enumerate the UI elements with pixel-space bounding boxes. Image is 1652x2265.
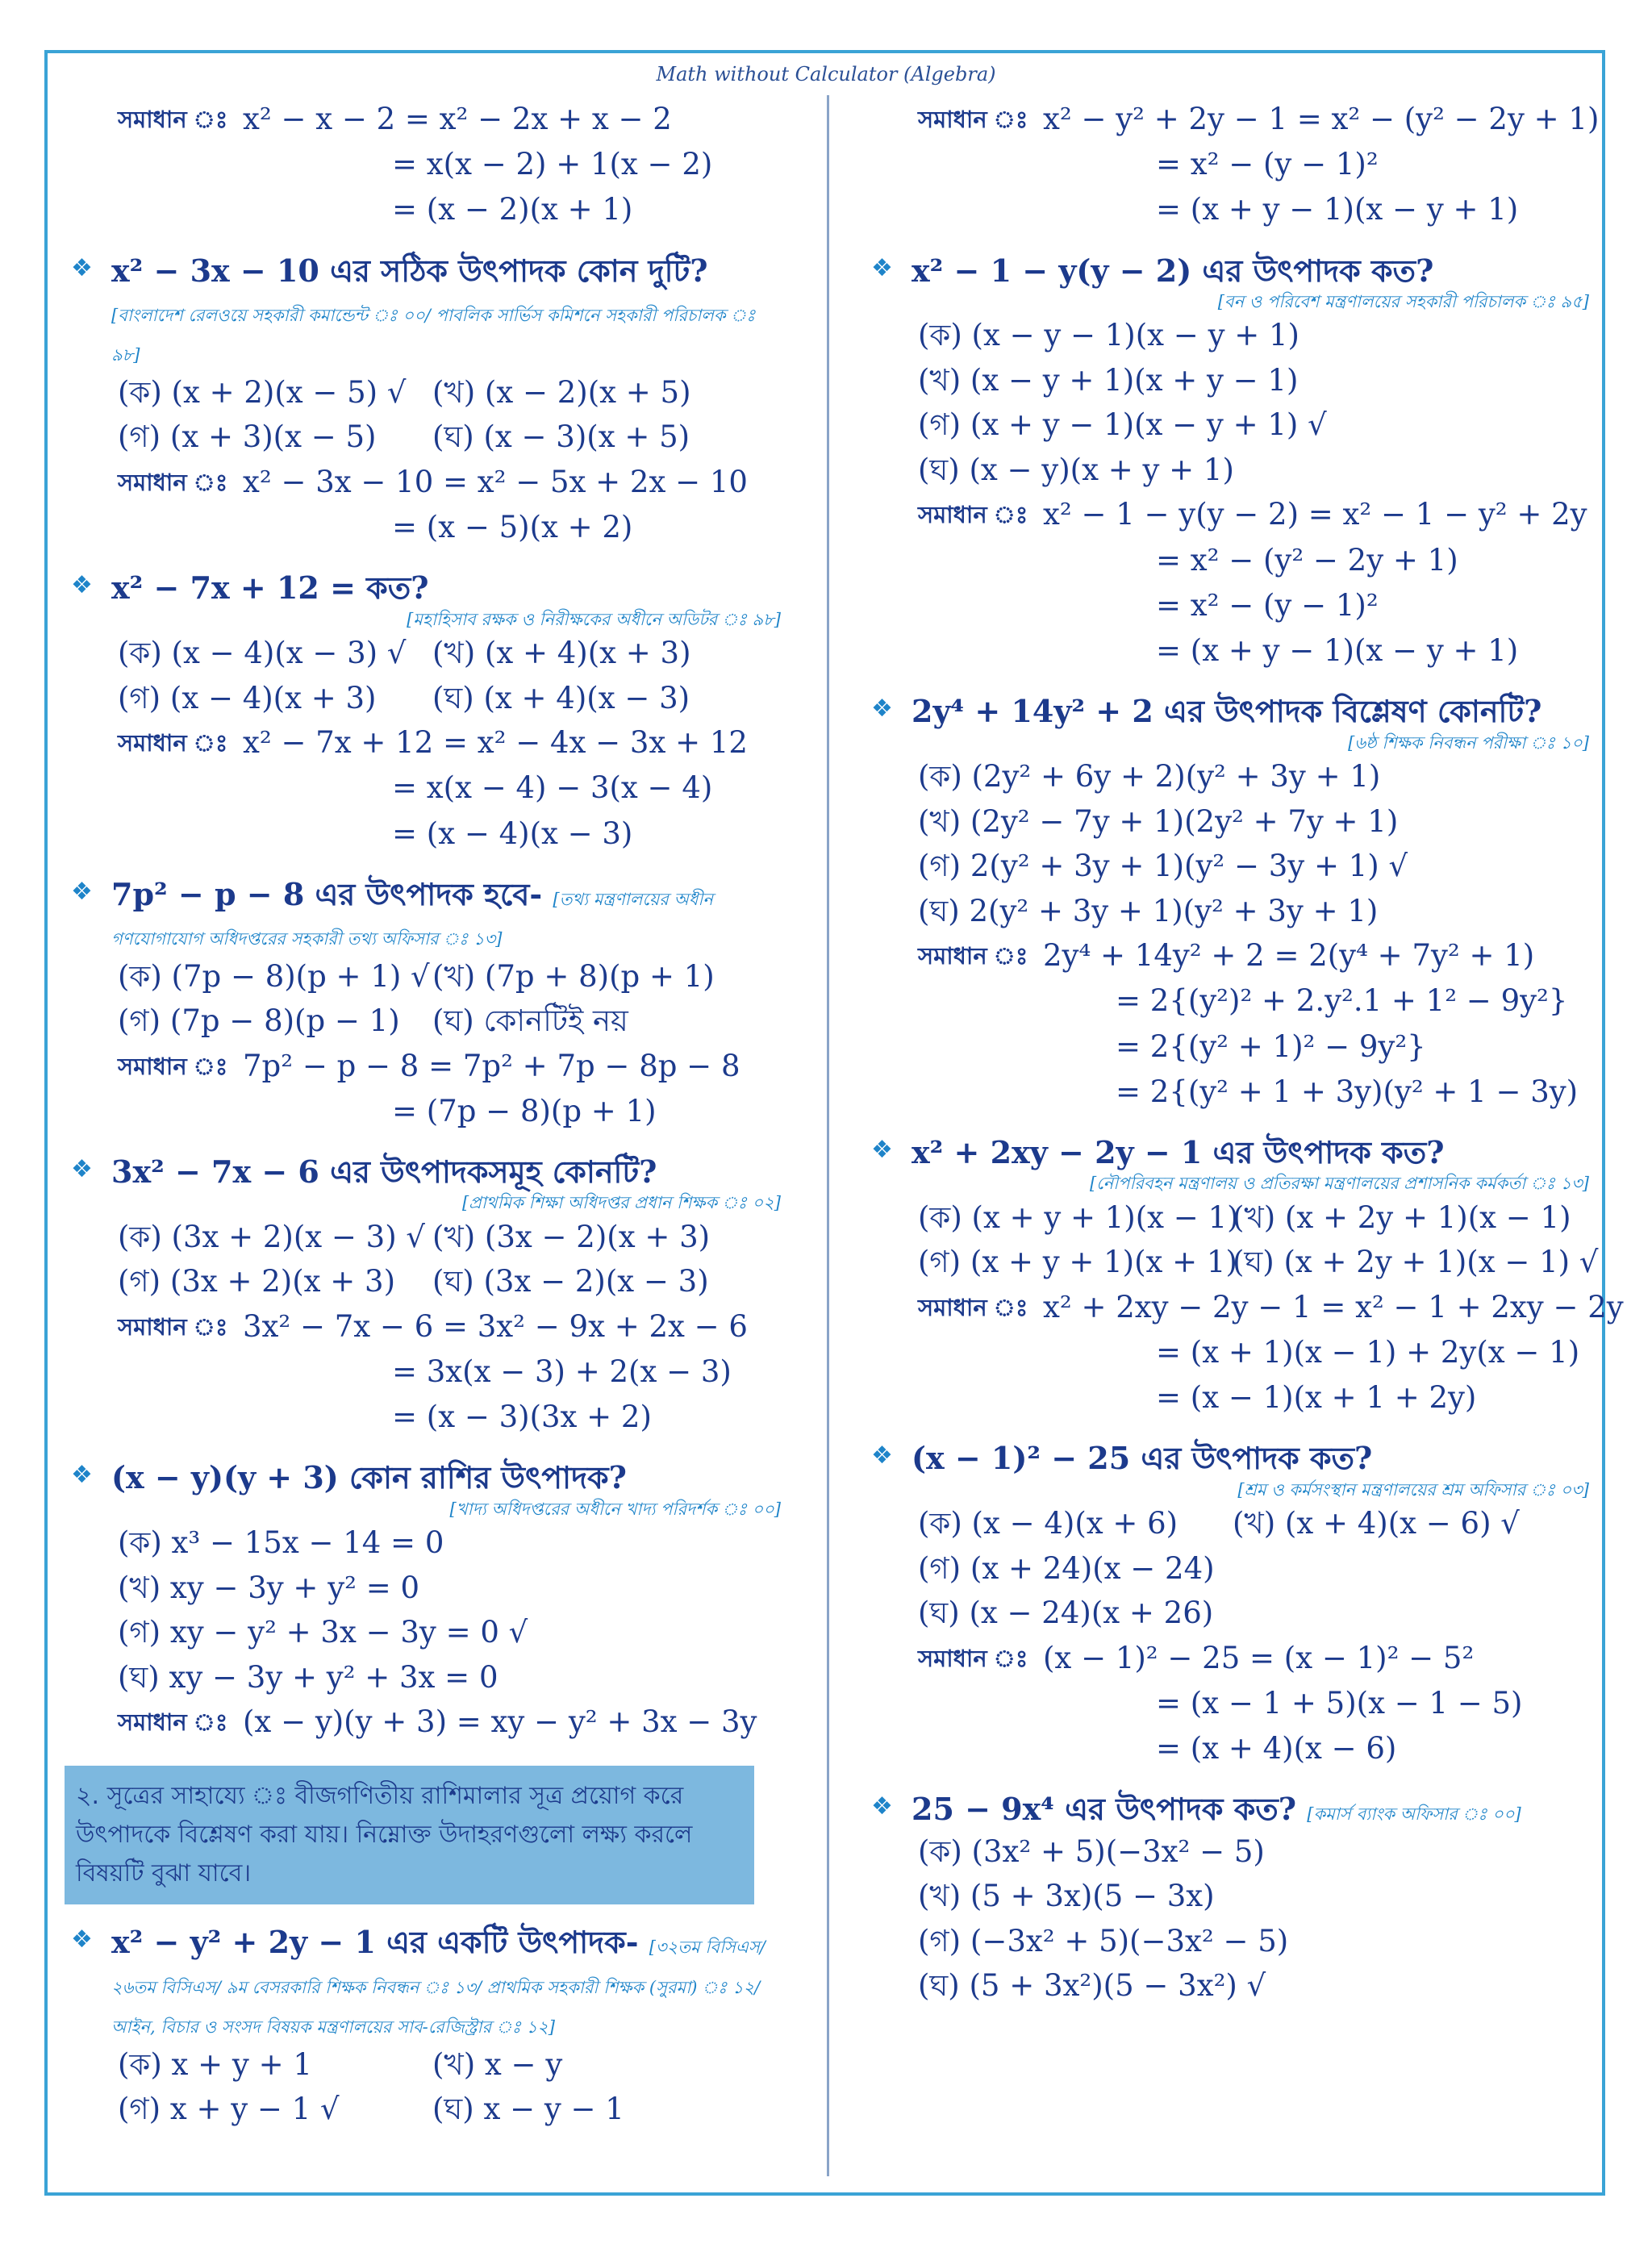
option: (ঘ) 2(y² + 3y + 1)(y² + 3y + 1)	[918, 893, 1379, 928]
option: (ঘ) (x − y)(x + y + 1)	[918, 452, 1234, 487]
option: (গ) (x − 4)(x + 3)	[118, 680, 377, 715]
solution-line: = (7p − 8)(p + 1)	[392, 1093, 657, 1128]
options-row	[71, 954, 781, 999]
solution-label: সমাধান ঃ	[918, 942, 1028, 970]
solution-line: = (x + y − 1)(x − y + 1)	[1156, 192, 1519, 227]
options-row	[71, 999, 781, 1044]
option: (খ) (7p + 8)(p + 1)	[432, 958, 715, 994]
running-header: Math without Calculator (Algebra)	[656, 63, 996, 86]
solution-block	[871, 97, 1600, 233]
solution-block	[71, 720, 781, 857]
option: (ঘ) (3x − 2)(x − 3)	[432, 1264, 709, 1299]
question-text: 3x² − 7x − 6 এর উৎপাদকসমূহ কোনটি?	[111, 1153, 657, 1191]
solution-line: = 2{(y² + 1)² − 9y²}	[1116, 1028, 1426, 1064]
solution-block	[71, 97, 781, 233]
question-source: [৬ষ্ঠ শিক্ষক নিবন্ধন পরীক্ষা ঃ ১০]	[1348, 732, 1589, 753]
diamond-bullet-icon: ❖	[71, 571, 93, 600]
diamond-bullet-icon: ❖	[871, 1136, 893, 1165]
solution-line: (x − y)(y + 3) = xy − y² + 3x − 3y	[243, 1704, 757, 1740]
solution-block	[871, 1285, 1624, 1421]
option: (ঘ) xy − 3y + y² + 3x = 0	[118, 1659, 499, 1695]
option: (গ) (x + 24)(x − 24)	[918, 1550, 1215, 1586]
diamond-bullet-icon: ❖	[71, 1925, 93, 1954]
question-source: [বাংলাদেশ রেলওয়ে সহকারী কমান্ডেন্ট ঃ ০০/ পাবলিক সার্ভিস কমিশনে সহকারী পরিচালক ঃ ৯৮]	[111, 306, 756, 365]
column-divider	[827, 95, 829, 2176]
question-item	[71, 1922, 781, 2042]
solution-line: x² − 3x − 10 = x² − 5x + 2x − 10	[243, 464, 748, 499]
solution-line: 2y⁴ + 14y² + 2 = 2(y⁴ + 7y² + 1)	[1043, 938, 1535, 974]
solution-line: = 3x(x − 3) + 2(x − 3)	[392, 1354, 732, 1389]
option: (গ) xy − y² + 3x − 3y = 0 √	[118, 1615, 528, 1650]
options-row	[71, 1259, 781, 1304]
options-row	[71, 631, 781, 676]
solution-block	[871, 1636, 1589, 1772]
question-source: [তথ্য মন্ত্রণালয়ের অধীন গণযোগাযোগ অধিদপ্তরের সহকারী তথ্য অফিসার ঃ ১৩]	[111, 889, 713, 949]
solution-label: সমাধান ঃ	[118, 106, 228, 133]
options-row	[71, 415, 781, 460]
question-source: [খাদ্য অধিদপ্তরের অধীনে খাদ্য পরিদর্শক ঃ ০০]	[449, 1499, 781, 1519]
option: (খ) (x + 4)(x + 3)	[432, 636, 691, 671]
solution-line: = (x − 1 + 5)(x − 1 − 5)	[1156, 1685, 1523, 1721]
option: (ক) (2y² + 6y + 2)(y² + 3y + 1)	[918, 759, 1381, 795]
solution-label: সমাধান ঃ	[118, 1708, 228, 1737]
solution-line: = (x − 5)(x + 2)	[392, 510, 633, 545]
option: (ঘ) কোনটিই নয়	[432, 1003, 628, 1039]
option: (গ) 2(y² + 3y + 1)(y² − 3y + 1) √	[918, 849, 1408, 884]
solution-line: 7p² − p − 8 = 7p² + 7p − 8p − 8	[243, 1048, 740, 1083]
option: (ক) (x + 2)(x − 5) √	[118, 374, 407, 410]
options-row	[71, 1215, 781, 1260]
solution-label: সমাধান ঃ	[118, 1312, 228, 1341]
question-text: (x − y)(y + 3) কোন রাশির উৎপাদক?	[111, 1459, 627, 1496]
question-source: [শ্রম ও কর্মসংস্থান মন্ত্রণালয়ের শ্রম অফিসার ঃ ০৩]	[1237, 1479, 1589, 1500]
option: (ক) (7p − 8)(p + 1) √	[118, 958, 430, 994]
solution-line: x² − y² + 2y − 1 = x² − (y² − 2y + 1)	[1043, 102, 1600, 136]
option: (ঘ) (x + 2y + 1)(x − 1) √	[1233, 1245, 1599, 1280]
question-item	[871, 251, 1589, 314]
solution-block	[71, 460, 781, 550]
option: (খ) (x − y + 1)(x + y − 1)	[918, 362, 1299, 398]
option: (ঘ) (5 + 3x²)(5 − 3x²) √	[918, 1968, 1266, 2004]
question-text: 2y⁴ + 14y² + 2 এর উৎপাদক বিশ্লেষণ কোনটি?	[912, 693, 1542, 730]
solution-block	[71, 1304, 781, 1441]
option: (ঘ) x − y − 1	[432, 2092, 624, 2127]
diamond-bullet-icon: ❖	[71, 877, 93, 906]
option: (গ) (x + 3)(x − 5)	[118, 419, 377, 455]
options-row	[71, 2087, 781, 2132]
question-text: x² − 7x + 12 = কত?	[111, 569, 429, 607]
solution-block	[871, 492, 1589, 674]
question-source: [প্রাথমিক শিক্ষা অধিদপ্তর প্রধান শিক্ষক ঃ ০২]	[461, 1193, 781, 1213]
solution-line: = (x + 4)(x − 6)	[1156, 1731, 1397, 1767]
solution-line: x² − 1 − y(y − 2) = x² − 1 − y² + 2y	[1043, 497, 1587, 532]
question-text: x² − 3x − 10 এর সঠিক উৎপাদক কোন দুটি?	[111, 252, 708, 289]
option: (ক) (x − 4)(x − 3) √	[118, 636, 407, 671]
question-item	[871, 1132, 1589, 1195]
diamond-bullet-icon: ❖	[71, 1461, 93, 1490]
question-item	[871, 1438, 1589, 1501]
right-column	[871, 97, 1624, 2008]
method-note-box: ২. সূত্রের সাহায্যে ঃ বীজগণিতীয় রাশিমালার সূত্র প্রয়োগ করে উৎপাদকে বিশ্লেষণ করা যায়। নিম্নোক্ত উদাহরণগুলো লক্ষ্য করলে বিষয়টি বুঝা যাবে।	[65, 1766, 754, 1904]
option: (ক) (x − 4)(x + 6)	[918, 1506, 1179, 1541]
option: (খ) x − y	[432, 2046, 563, 2082]
option: (খ) (2y² − 7y + 1)(2y² + 7y + 1)	[918, 803, 1399, 839]
solution-line: = (x + 1)(x − 1) + 2y(x − 1)	[1156, 1335, 1580, 1370]
option: (ক) x + y + 1	[118, 2046, 312, 2082]
option: (খ) (3x − 2)(x + 3)	[432, 1219, 711, 1254]
question-item	[871, 691, 1589, 754]
solution-line: = 2{(y² + 1 + 3y)(y² + 1 − 3y)	[1116, 1074, 1579, 1109]
question-item	[71, 1458, 781, 1520]
option: (ক) x³ − 15x − 14 = 0	[118, 1525, 444, 1561]
diamond-bullet-icon: ❖	[871, 1441, 893, 1470]
solution-label: সমাধান ঃ	[918, 1644, 1028, 1672]
solution-label: সমাধান ঃ	[118, 468, 228, 496]
option: (গ) x + y − 1 √	[118, 2092, 340, 2127]
option: (খ) (x − 2)(x + 5)	[432, 374, 691, 410]
question-item	[871, 1789, 1589, 1829]
option: (ক) (x + y + 1)(x − 1)	[918, 1199, 1239, 1235]
option: (ক) (3x² + 5)(−3x² − 5)	[918, 1833, 1265, 1869]
option: (গ) (−3x² + 5)(−3x² − 5)	[918, 1923, 1289, 1958]
question-text: 25 − 9x⁴ এর উৎপাদক কত?	[912, 1791, 1297, 1828]
solution-line: = x(x − 2) + 1(x − 2)	[392, 147, 713, 182]
solution-line: x² + 2xy − 2y − 1 = x² − 1 + 2xy − 2y	[1043, 1289, 1624, 1324]
solution-label: সমাধান ঃ	[918, 1293, 1028, 1321]
question-item	[71, 568, 781, 631]
solution-line: = 2{(y²)² + 2.y².1 + 1² − 9y²}	[1116, 983, 1568, 1019]
solution-block	[71, 1044, 781, 1134]
solution-line: = x² − (y − 1)²	[1156, 587, 1379, 623]
options-row	[871, 1195, 1589, 1241]
option: (গ) (7p − 8)(p − 1)	[118, 1003, 400, 1039]
diamond-bullet-icon: ❖	[71, 253, 93, 282]
question-text: (x − 1)² − 25 এর উৎপাদক কত?	[912, 1440, 1373, 1477]
solution-line: = x(x − 4) − 3(x − 4)	[392, 770, 713, 806]
solution-block	[871, 933, 1589, 1115]
question-source: [কমার্স ব্যাংক অফিসার ঃ ০০]	[1307, 1804, 1521, 1825]
option: (ঘ) (x − 3)(x + 5)	[432, 419, 690, 455]
solution-line: = (x + y − 1)(x − y + 1)	[1156, 633, 1519, 669]
solution-line: = x² − (y² − 2y + 1)	[1156, 542, 1458, 578]
option: (ঘ) (x + 4)(x − 3)	[432, 680, 690, 715]
option: (খ) (x + 2y + 1)(x − 1)	[1233, 1199, 1571, 1235]
question-source: [৩২তম বিসিএস/ ২৬তম বিসিএস/ ৯ম বেসরকারি শিক্ষক নিবন্ধন ঃ ১৩/ প্রাথমিক সহকারী শিক্ষক (সুরমা) ঃ ১২/ আইন, বিচার ও সংসদ বিষয়ক মন্ত্রণালয়ের সাব-রেজিস্ট্রার ঃ ১২]	[111, 1938, 766, 2038]
option: (গ) (x + y + 1)(x + 1)	[918, 1245, 1237, 1280]
diamond-bullet-icon: ❖	[871, 1792, 893, 1821]
diamond-bullet-icon: ❖	[871, 253, 893, 282]
solution-line: x² − 7x + 12 = x² − 4x − 3x + 12	[243, 725, 748, 761]
solution-line: (x − 1)² − 25 = (x − 1)² − 5²	[1043, 1640, 1475, 1675]
question-item	[71, 1152, 781, 1215]
solution-line: = (x − 4)(x − 3)	[392, 815, 633, 851]
options-row	[871, 1240, 1599, 1285]
solution-line: = (x − 2)(x + 1)	[392, 192, 633, 227]
solution-line: = (x − 1)(x + 1 + 2y)	[1156, 1380, 1477, 1416]
solution-line: = x² − (y − 1)²	[1156, 147, 1379, 182]
solution-line: x² − x − 2 = x² − 2x + x − 2	[243, 102, 672, 136]
solution-label: সমাধান ঃ	[118, 729, 228, 757]
solution-block	[71, 1700, 781, 1745]
option: (ঘ) (x − 24)(x + 26)	[918, 1596, 1214, 1631]
option: (গ) (3x + 2)(x + 3)	[118, 1264, 396, 1299]
question-source: [নৌপরিবহন মন্ত্রণালয় ও প্রতিরক্ষা মন্ত্রণালয়ের প্রশাসনিক কর্মকর্তা ঃ ১৩]	[1089, 1174, 1589, 1194]
question-text: 7p² − p − 8 এর উৎপাদক হবে-	[111, 875, 543, 912]
options-row	[71, 676, 781, 721]
question-item	[71, 251, 781, 370]
question-text: x² − y² + 2y − 1 এর একটি উৎপাদক-	[111, 1924, 639, 1961]
option: (গ) (x + y − 1)(x − y + 1) √	[918, 407, 1327, 443]
question-source: [বন ও পরিবেশ মন্ত্রণালয়ের সহকারী পরিচালক ঃ ৯৫]	[1217, 292, 1589, 312]
option: (ক) (x − y − 1)(x − y + 1)	[918, 318, 1299, 353]
question-text: x² + 2xy − 2y − 1 এর উৎপাদক কত?	[912, 1134, 1445, 1171]
solution-label: সমাধান ঃ	[918, 501, 1028, 529]
options-row	[71, 2042, 781, 2088]
solution-label: সমাধান ঃ	[918, 106, 1028, 133]
diamond-bullet-icon: ❖	[71, 1155, 93, 1184]
solution-line: = (x − 3)(3x + 2)	[392, 1399, 652, 1435]
option: (খ) xy − 3y + y² = 0	[118, 1570, 419, 1605]
option: (খ) (5 + 3x)(5 − 3x)	[918, 1879, 1215, 1914]
question-text: x² − 1 − y(y − 2) এর উৎপাদক কত?	[912, 252, 1434, 289]
options-row	[71, 370, 781, 415]
solution-line: 3x² − 7x − 6 = 3x² − 9x + 2x − 6	[243, 1308, 748, 1344]
options-row	[871, 1501, 1589, 1546]
diamond-bullet-icon: ❖	[871, 695, 893, 724]
left-column	[71, 97, 781, 2132]
solution-label: সমাধান ঃ	[118, 1052, 228, 1080]
question-item	[71, 874, 781, 954]
option: (ক) (3x + 2)(x − 3) √	[118, 1219, 425, 1254]
option: (খ) (x + 4)(x − 6) √	[1233, 1506, 1520, 1541]
question-source: [মহাহিসাব রক্ষক ও নিরীক্ষকের অধীনে অডিটর ঃ ৯৮]	[407, 609, 781, 629]
